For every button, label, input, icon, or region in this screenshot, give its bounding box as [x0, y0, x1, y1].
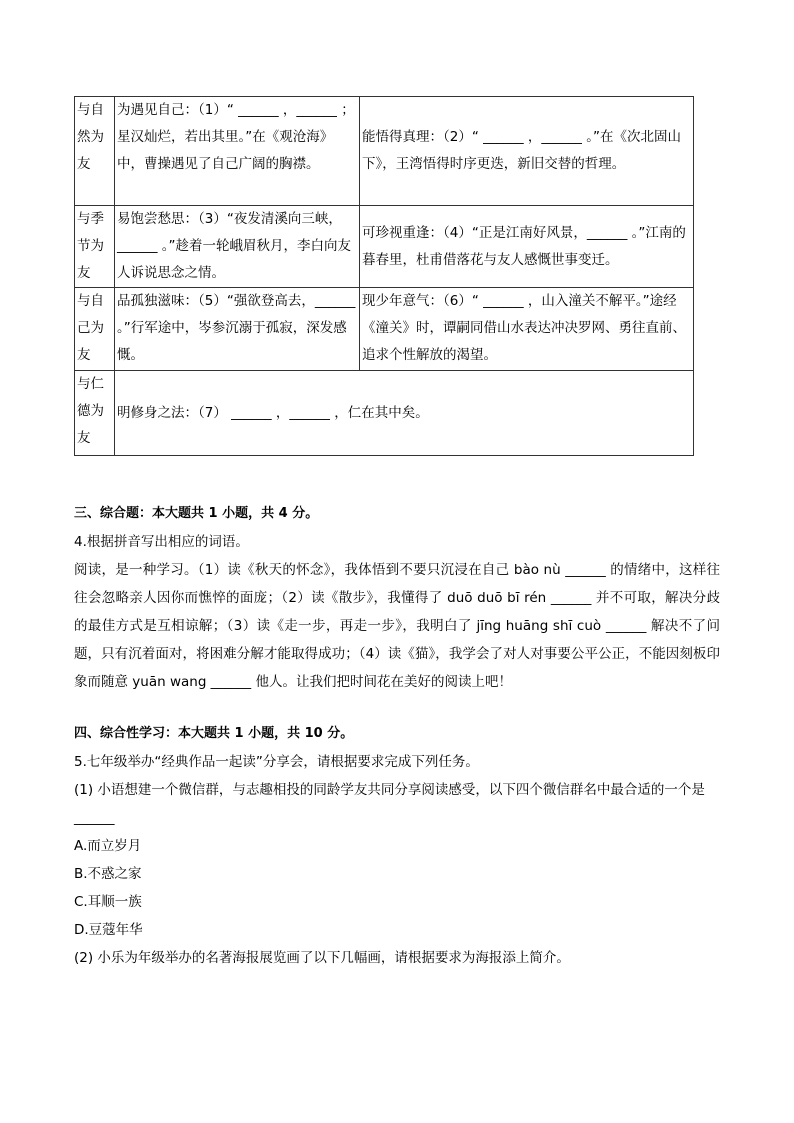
row-right-cell: 能悟得真理：（2）“ ______ ，______ 。”在《次北固山下》，王湾悟得时序更迭，新旧交替的哲理。	[360, 97, 694, 206]
question-title: 4.根据拼音写出相应的词语。	[74, 534, 249, 550]
table-row	[75, 97, 694, 206]
section-3	[74, 500, 720, 696]
option-c: C.耳顺一族	[74, 894, 142, 910]
row-category: 与季节为友	[75, 206, 115, 288]
section-heading: 三、综合题：本大题共 1 小题，共 4 分。	[74, 506, 319, 521]
row-right-cell: 可珍视重逢：（4）“正是江南好风景，______ 。”江南的暮春里，杜甫借落花与友人感慨世事变迁。	[360, 206, 694, 288]
sub-question-1: (1) 小语想建一个微信群，与志趣相投的同龄学友共同分享阅读感受，以下四个微信群名中最合适的一个是 ______	[74, 782, 705, 826]
poetry-friends-table	[74, 96, 694, 456]
row-full-cell: 明修身之法：（7） ______ ，______ ，仁在其中矣。	[115, 371, 694, 456]
option-d: D.豆蔻年华	[74, 922, 143, 938]
question-title: 5.七年级举办“经典作品一起读”分享会，请根据要求完成下列任务。	[74, 754, 479, 770]
table-row	[75, 288, 694, 371]
option-b: B.不惑之家	[74, 866, 142, 882]
table-row	[75, 371, 694, 456]
table-row	[75, 206, 694, 288]
row-left-cell: 为遇见自己：（1）“ ______ ，______ ；星汉灿烂，若出其里。”在《观沧海》中，曹操遇见了自己广阔的胸襟。	[115, 97, 360, 206]
row-left-cell: 品孤独滋味：（5）“强欲登高去，______ 。”行军途中，岑参沉溺于孤寂，深发感慨。	[115, 288, 360, 371]
row-category: 与自然为友	[75, 97, 115, 206]
row-right-cell: 现少年意气：（6）“ ______ ，山入潼关不解平。”途经《潼关》时，谭嗣同借山水表达冲决罗网、勇往直前、追求个性解放的渴望。	[360, 288, 694, 371]
option-a: A.而立岁月	[74, 838, 142, 854]
section-4	[74, 720, 720, 972]
row-category: 与仁德为友	[75, 371, 115, 456]
row-left-cell: 易饱尝愁思：（3）“夜发清溪向三峡，______ 。”趁着一轮峨眉秋月，李白向友人诉说思念之情。	[115, 206, 360, 288]
sub-question-2: (2) 小乐为年级举办的名著海报展览画了以下几幅画，请根据要求为海报添上简介。	[74, 950, 570, 966]
question-paragraph: 阅读，是一种学习。（1）读《秋天的怀念》，我体悟到不要只沉浸在自己 bào nù ______ 的情绪中，这样往往会忽略亲人因你而憔悴的面庞；（2）读《散步》，我懂得了 duō duō bī rén ______ 并不可取，解决分歧的最佳方式是互相谅解；（3）读《走一步，再走一步》，我明白了 jīng huāng shī cuò ______ 解决不了问题，只有沉着面对，将困难分解才能取得成功；（4）读《猫》，我学会了对人对事要公平公正，不能因刻板印象而随意 yuān wang ______ 他人。让我们把时间花在美好的阅读上吧！	[74, 562, 720, 690]
row-category: 与自己为友	[75, 288, 115, 371]
section-heading: 四、综合性学习：本大题共 1 小题，共 10 分。	[74, 726, 354, 741]
